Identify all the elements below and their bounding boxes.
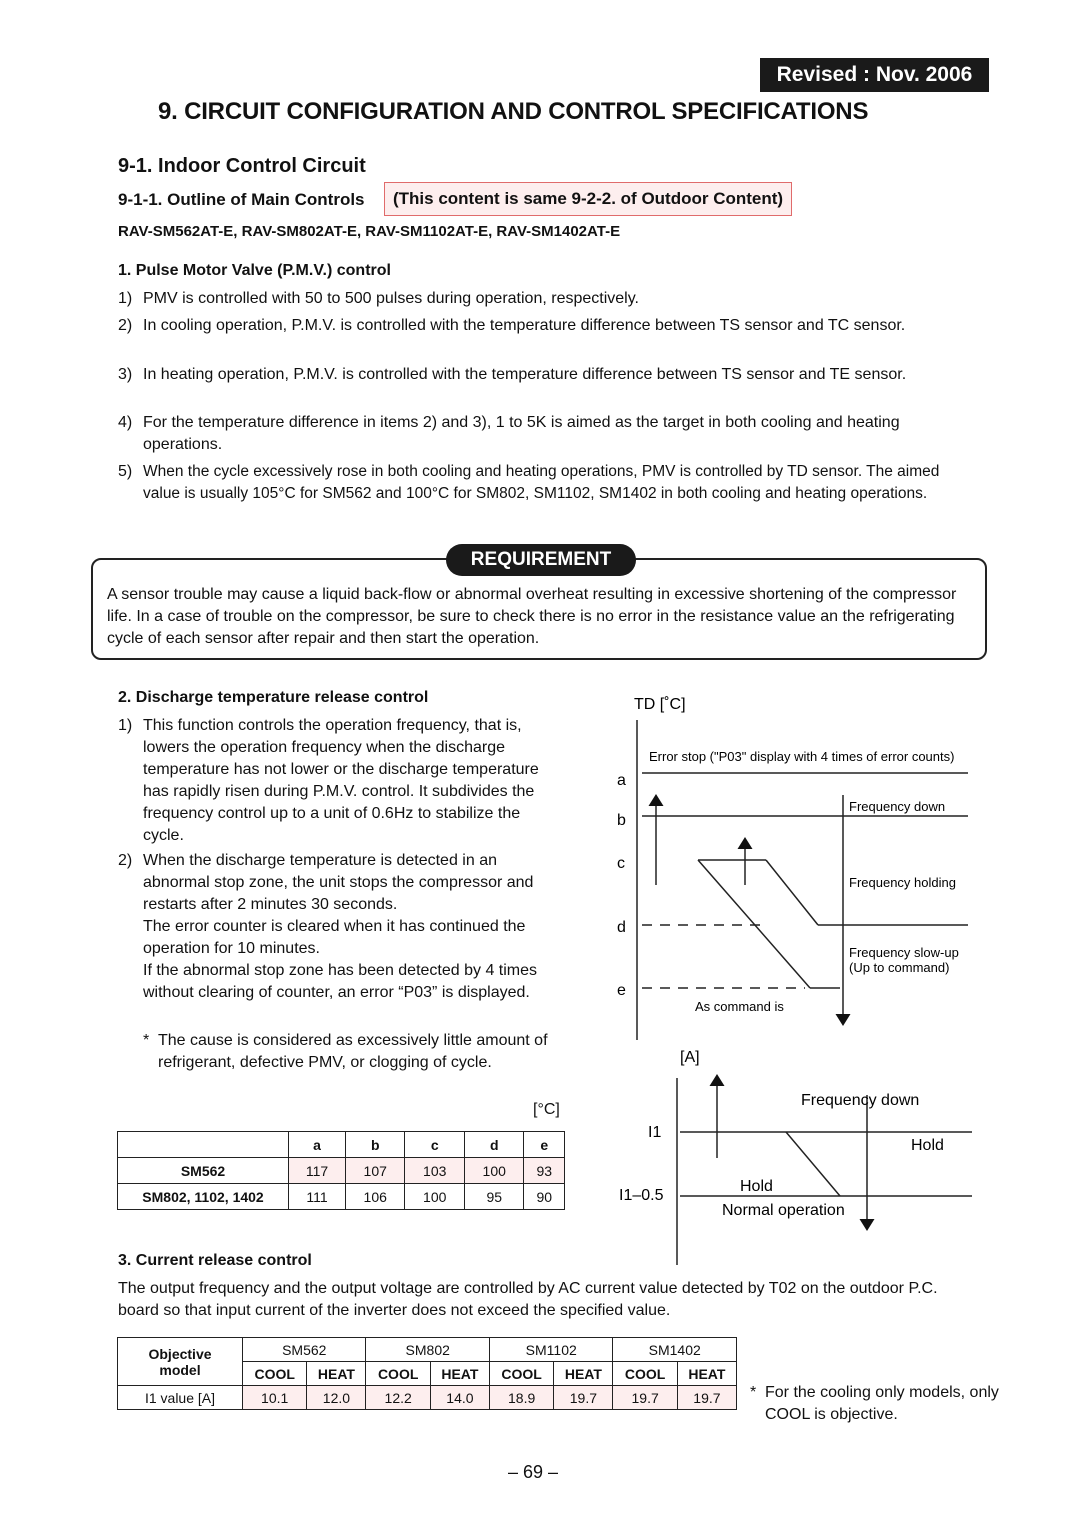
table-cell: 14.0 [430,1386,489,1410]
page-title: 9. CIRCUIT CONFIGURATION AND CONTROL SPECIFICATIONS [158,98,869,125]
discharge-note [143,1030,563,1096]
mode-header-cell: COOL [613,1362,677,1386]
pmv-item [118,288,978,310]
item-text: In heating operation, P.M.V. is controlled with the temperature difference between TS sensor and TE sensor. [143,366,907,383]
pmv-item [118,364,978,408]
item-text-part: If the abnormal stop zone has been detected by 4 times without clearing of counter, an error “P03” is displayed. [143,962,538,1001]
unit-label: [°C] [533,1101,560,1118]
level-label-c: c [617,855,625,872]
table-cell: 18.9 [489,1386,553,1410]
level-label-a: a [617,772,626,789]
discharge-item [118,715,563,847]
table-header-row [118,1132,565,1158]
table-cell: 106 [345,1184,405,1210]
note-star: * [750,1384,757,1401]
note-text: The cause is considered as excessively little amount of refrigerant, defective PMV, or clogging of cycle. [158,1032,548,1071]
section-heading: 9-1. Indoor Control Circuit [118,155,366,177]
mode-header-cell: HEAT [677,1362,736,1386]
item-number: 1) [118,717,133,734]
model-header-cell: SM802 [366,1338,489,1362]
table-row [118,1386,737,1410]
mode-header-cell: HEAT [554,1362,613,1386]
level-label-d: d [617,919,626,936]
mode-header-cell: HEAT [430,1362,489,1386]
item-number: 2) [118,852,133,869]
table-cell: 10.1 [243,1386,307,1410]
item-text-part: When the discharge temperature is detected in an abnormal stop zone, the unit stops the compressor and restarts after 2 minutes 30 seconds. [143,852,534,913]
table-cell: 19.7 [554,1386,613,1410]
table-header-cell: c [405,1132,465,1158]
page-number: – 69 – [508,1462,559,1482]
subsection-heading [118,189,784,210]
td-diagram [600,680,1000,1280]
item-text: This function controls the operation frequency, that is, lowers the operation frequency when the discharge temperature has not lower or the discharge temperature has rapidly risen during P.M.V. control. It subdivides the frequency control up to a unit of 0.6Hz to stabilize the cycle. [143,717,539,844]
current-hold-right-label: Hold [911,1137,944,1154]
table-cell: 12.0 [307,1386,366,1410]
i1-label: I1 [648,1124,662,1141]
diagonal-right [766,860,818,925]
cooling-only-note [750,1382,1000,1426]
current-freq-down-label: Frequency down [801,1092,920,1109]
freq-holding-label: Frequency holding [849,875,956,890]
current-table [117,1337,737,1410]
table-cell: 12.2 [366,1386,430,1410]
item-text: For the temperature difference in items 2) and 3), 1 to 5K is aimed as the target in both cooling and heating operations. [143,414,900,453]
item-number: 5) [118,463,133,480]
table-cell: 103 [405,1158,465,1184]
item-text: In cooling operation, P.M.V. is controlled with the temperature difference between TS sensor and TC sensor. [143,317,906,334]
table-header-cell [118,1132,289,1158]
item-number: 1) [118,290,133,307]
requirement-text: A sensor trouble may cause a liquid back-flow or abnormal overheat resulting in excessive shortening of the compressor life. In a case of trouble on the compressor, be sure to check there is no error in the resistance value an the refrigerating cycle of each sensor after repair and then start the operation. [107,586,957,647]
item-text-part: The error counter is cleared when it has continued the operation for 10 minutes. [143,918,526,957]
current-description: The output frequency and the output voltage are controlled by AC current value detected by T02 on the outdoor P.C. board so that input current of the inverter does not exceed the specified value. [118,1280,938,1319]
table-cell: 100 [464,1158,524,1184]
table-cell: 100 [405,1184,465,1210]
table-header-cell: d [464,1132,524,1158]
model-header-cell: SM562 [243,1338,366,1362]
level-label-b: b [617,812,626,829]
model-header-cell: SM1402 [613,1338,737,1362]
table-header-cell: b [345,1132,405,1158]
table-cell: SM562 [118,1158,289,1184]
revised-badge: Revised : Nov. 2006 [760,58,989,92]
current-axis-label: [A] [680,1049,700,1066]
item-text [143,850,563,1004]
row-label-cell: I1 value [A] [118,1386,243,1410]
level-label-e: e [617,982,626,999]
table-row [118,1158,565,1184]
error-stop-label: Error stop ("P03" display with 4 times of error counts) [649,749,955,764]
item-text: PMV is controlled with 50 to 500 pulses during operation, respectively. [143,290,639,307]
table-cell: 107 [345,1158,405,1184]
table-cell: 19.7 [613,1386,677,1410]
table-header-cell: a [289,1132,346,1158]
table-cell: 90 [524,1184,565,1210]
item-text: When the cycle excessively rose in both cooling and heating operations, PMV is controlled by TD sensor. The aimed value is usually 105°C for SM562 and 100°C for SM802, SM1102, SM1402 in both cooling and heating operations. [143,463,940,502]
mode-header-cell: COOL [366,1362,430,1386]
objective-line2: model [159,1361,201,1378]
table-cell: 117 [289,1158,346,1184]
discharge-table [117,1131,565,1210]
pmv-heading: 1. Pulse Motor Valve (P.M.V.) control [118,262,391,279]
model-header-cell: SM1102 [489,1338,612,1362]
item-number: 2) [118,317,133,334]
objective-cell [118,1338,243,1386]
td-axis-label: TD [˚C] [634,696,686,713]
freq-down-label: Frequency down [849,799,946,814]
table-row [118,1184,565,1210]
up-to-command-label: (Up to command) [849,960,950,975]
requirement-label: REQUIREMENT [446,544,636,576]
model-list: RAV-SM562AT-E, RAV-SM802AT-E, RAV-SM1102AT-E, RAV-SM1402AT-E [118,223,621,240]
table-cell: 93 [524,1158,565,1184]
table-cell: SM802, 1102, 1402 [118,1184,289,1210]
pmv-item [118,315,978,359]
table-cell: 95 [464,1184,524,1210]
freq-slowup-label: Frequency slow-up [849,945,959,960]
current-hold-mid-label: Hold [740,1178,773,1195]
table-cell: 111 [289,1184,346,1210]
note-text: For the cooling only models, only COOL is objective. [765,1384,999,1423]
pmv-item [118,461,978,527]
discharge-heading: 2. Discharge temperature release control [118,689,429,706]
subsection-main: 9-1-1. Outline of Main Controls [118,190,365,209]
table-header-row [118,1338,737,1362]
i1-05-label: I1–0.5 [619,1187,664,1204]
normal-operation-label: Normal operation [722,1202,845,1219]
mode-header-cell: HEAT [307,1362,366,1386]
item-number: 3) [118,366,133,383]
current-diagonal [786,1132,840,1196]
pmv-item [118,412,978,456]
note-star: * [143,1032,150,1049]
objective-line1: Objective [148,1345,212,1362]
subsection-note-box: (This content is same 9-2-2. of Outdoor Content) [384,182,792,216]
table-cell: 19.7 [677,1386,736,1410]
current-heading: 3. Current release control [118,1252,312,1269]
diagonal-left [698,860,810,988]
item-number: 4) [118,414,133,431]
discharge-item [118,850,563,1025]
as-command-label: As command is [695,999,784,1014]
mode-header-cell: COOL [489,1362,553,1386]
table-header-cell: e [524,1132,565,1158]
mode-header-cell: COOL [243,1362,307,1386]
